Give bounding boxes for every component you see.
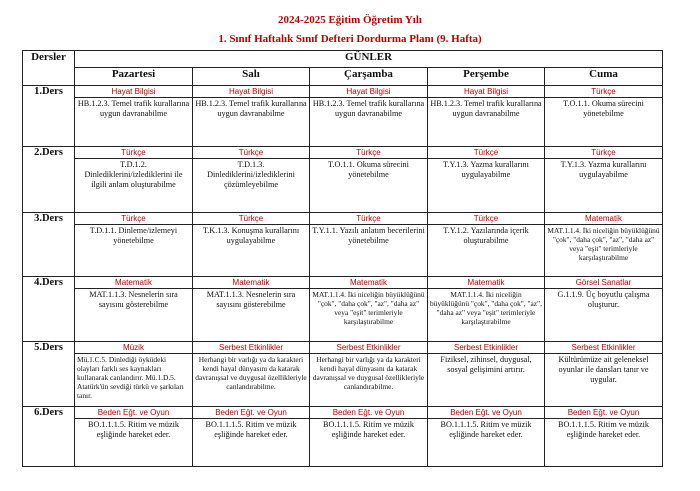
plan-cell-tuesday bbox=[193, 277, 310, 342]
plan-cell-friday bbox=[545, 86, 663, 147]
subject-label: Türkçe bbox=[428, 147, 544, 159]
subject-label: Hayat Bilgisi bbox=[193, 86, 309, 98]
outcome-text: T.Y.1.1. Yazılı anlatım becerilerini yönetebilme bbox=[312, 226, 425, 245]
outcome-text: HB.1.2.3. Temel trafik kurallarına uygun davranabilme bbox=[312, 99, 425, 118]
plan-cell-wednesday bbox=[310, 407, 428, 467]
plan-cell-friday bbox=[545, 147, 663, 213]
plan-cell-content bbox=[193, 86, 309, 120]
outcome-text: T.D.1.1. Dinleme/izlemeyi yönetebilme bbox=[89, 226, 178, 245]
outcome-text: Mü.1.C.5. Dinlediği öyküdeki olayları farklı ses kaynakları kullanarak canlandırır. Mü.1.D.5. Atatürk'ün sevdiği türkü ve şarkıları tanır. bbox=[77, 355, 184, 400]
lesson-row bbox=[23, 277, 663, 342]
header-day-friday: Cuma bbox=[545, 68, 663, 86]
plan-cell-tuesday bbox=[193, 407, 310, 467]
outcome-text: T.Y.1.2. Yazılarında içerik oluşturabilme bbox=[443, 226, 529, 245]
plan-cell-tuesday bbox=[193, 213, 310, 277]
outcome-text: HB.1.2.3. Temel trafik kurallarına uygun davranabilme bbox=[195, 99, 307, 118]
plan-cell-thursday bbox=[428, 86, 545, 147]
plan-cell-content bbox=[310, 147, 427, 181]
plan-cell-monday bbox=[75, 407, 193, 467]
header-gunler: GÜNLER bbox=[75, 51, 663, 68]
subject-label: Beden Eğt. ve Oyun bbox=[545, 407, 662, 419]
outcome-text: MAT.1.1.4. İki niceliğin büyüklüğünü "çok", "daha çok", "az", "daha az" veya "eşit" terimleriyle karşılaştırabilme bbox=[547, 226, 660, 262]
plan-cell-monday bbox=[75, 86, 193, 147]
plan-cell-thursday bbox=[428, 213, 545, 277]
outcome-text: Herhangi bir varlığı ya da karakteri kendi hayal dünyasını da katarak davranışsal ve duygusal özellikleriyle canlandırabilme. bbox=[195, 355, 307, 391]
outcome-text: BO.1.1.1.5. Ritim ve müzik eşliğinde hareket eder. bbox=[88, 420, 179, 439]
weekly-plan-table bbox=[22, 50, 663, 467]
lesson-label: 4.Ders bbox=[23, 277, 75, 342]
subject-label: Türkçe bbox=[310, 213, 427, 225]
plan-cell-content bbox=[310, 407, 427, 441]
subject-label: Serbest Etkinlikler bbox=[428, 342, 544, 354]
plan-cell-content bbox=[75, 277, 192, 311]
plan-cell-wednesday bbox=[310, 342, 428, 407]
document-title: 2024-2025 Eğitim Öğretim Yılı bbox=[278, 14, 422, 26]
plan-cell-thursday bbox=[428, 407, 545, 467]
outcome-text: Fiziksel, zihinsel, duygusal, sosyal gelişimini artırır. bbox=[440, 355, 532, 374]
plan-cell-content bbox=[193, 147, 309, 191]
subject-label: Beden Eğt. ve Oyun bbox=[193, 407, 309, 419]
outcome-text: MAT.1.1.4. İki niceliğin büyüklüğünü "çok", "daha çok", "az", "daha az" veya "eşit" terimleriyle karşılaştırabilme bbox=[312, 290, 425, 326]
subject-label: Hayat Bilgisi bbox=[428, 86, 544, 98]
plan-cell-content bbox=[310, 213, 427, 247]
plan-cell-friday bbox=[545, 407, 663, 467]
outcome-text: MAT.1.1.4. İki niceliğin büyüklüğünü "çok", "daha çok", "az", "daha az" veya "eşit" terimleriyle karşılaştırabilme bbox=[430, 290, 542, 326]
lesson-label: 3.Ders bbox=[23, 213, 75, 277]
plan-cell-friday bbox=[545, 213, 663, 277]
plan-cell-content bbox=[75, 342, 192, 401]
lesson-label: 6.Ders bbox=[23, 407, 75, 467]
subject-label: Hayat Bilgisi bbox=[75, 86, 192, 98]
outcome-text: T.Y.1.3. Yazma kurallarını uygulayabilme bbox=[443, 160, 529, 179]
outcome-text: T.O.1.1. Okuma sürecini yönetebilme bbox=[328, 160, 409, 179]
subject-label: Türkçe bbox=[545, 147, 662, 159]
outcome-text: T.K.1.3. Konuşma kurallarını uygulayabilme bbox=[202, 226, 300, 245]
outcome-text: T.Y.1.3. Yazma kurallarını uygulayabilme bbox=[560, 160, 647, 179]
subject-label: Türkçe bbox=[75, 213, 192, 225]
subject-label: Hayat Bilgisi bbox=[310, 86, 427, 98]
lesson-label: 5.Ders bbox=[23, 342, 75, 407]
lesson-row bbox=[23, 147, 663, 213]
plan-cell-monday bbox=[75, 147, 193, 213]
outcome-text: BO.1.1.1.5. Ritim ve müzik eşliğinde hareket eder. bbox=[558, 420, 649, 439]
header-day-monday: Pazartesi bbox=[75, 68, 193, 86]
plan-cell-content bbox=[310, 86, 427, 120]
plan-cell-monday bbox=[75, 342, 193, 407]
header-day-wednesday: Çarşamba bbox=[310, 68, 428, 86]
outcome-text: HB.1.2.3. Temel trafik kurallarına uygun davranabilme bbox=[430, 99, 542, 118]
plan-cell-thursday bbox=[428, 342, 545, 407]
plan-cell-tuesday bbox=[193, 342, 310, 407]
outcome-text: T.D.1.2. Dinlediklerini/izlediklerini ile ilgili anlam oluşturabilme bbox=[84, 160, 183, 189]
plan-cell-monday bbox=[75, 277, 193, 342]
plan-cell-content bbox=[75, 213, 192, 247]
plan-cell-content bbox=[193, 407, 309, 441]
plan-cell-content bbox=[545, 277, 662, 311]
outcome-text: Herhangi bir varlığı ya da karakteri kendi hayal dünyasını da katarak davranışsal ve duygusal özellikleriyle canlandırabilme. bbox=[312, 355, 425, 391]
outcome-text: Kültürümüze ait geleneksel oyunlar ile dansları tanır ve uygular. bbox=[558, 355, 649, 384]
outcome-text: HB.1.2.3. Temel trafik kurallarına uygun davranabilme bbox=[77, 99, 190, 118]
plan-cell-wednesday bbox=[310, 86, 428, 147]
outcome-text: MAT.1.1.3. Nesnelerin sıra sayısını gösterebilme bbox=[89, 290, 178, 309]
plan-cell-content bbox=[428, 147, 544, 181]
plan-cell-content bbox=[428, 407, 544, 441]
plan-cell-content bbox=[193, 213, 309, 247]
plan-cell-tuesday bbox=[193, 86, 310, 147]
header-day-thursday: Perşembe bbox=[428, 68, 545, 86]
subject-label: Matematik bbox=[193, 277, 309, 289]
subject-label: Beden Eğt. ve Oyun bbox=[310, 407, 427, 419]
plan-cell-content bbox=[75, 147, 192, 191]
plan-cell-thursday bbox=[428, 277, 545, 342]
outcome-text: G.1.1.9. Üç boyutlu çalışma oluşturur. bbox=[557, 290, 650, 309]
plan-cell-thursday bbox=[428, 147, 545, 213]
plan-cell-content bbox=[310, 342, 427, 392]
plan-cell-content bbox=[545, 213, 662, 263]
subject-label: Beden Eğt. ve Oyun bbox=[75, 407, 192, 419]
outcome-text: MAT.1.1.3. Nesnelerin sıra sayısını gösterebilme bbox=[206, 290, 296, 309]
subject-label: Matematik bbox=[310, 277, 427, 289]
subject-label: Türkçe bbox=[75, 147, 192, 159]
outcome-text: T.D.1.3. Dinlediklerini/izlediklerini çözümleyebilme bbox=[207, 160, 295, 189]
subject-label: Müzik bbox=[75, 342, 192, 354]
plan-cell-content bbox=[75, 86, 192, 120]
lesson-label: 1.Ders bbox=[23, 86, 75, 147]
subject-label: Matematik bbox=[75, 277, 192, 289]
plan-cell-friday bbox=[545, 342, 663, 407]
lesson-label: 2.Ders bbox=[23, 147, 75, 213]
plan-cell-tuesday bbox=[193, 147, 310, 213]
plan-cell-wednesday bbox=[310, 213, 428, 277]
plan-cell-wednesday bbox=[310, 277, 428, 342]
plan-cell-content bbox=[310, 277, 427, 327]
subject-label: Serbest Etkinlikler bbox=[310, 342, 427, 354]
lesson-row bbox=[23, 213, 663, 277]
subject-label: Türkçe bbox=[193, 147, 309, 159]
subject-label: Türkçe bbox=[310, 147, 427, 159]
plan-cell-content bbox=[428, 342, 544, 376]
subject-label: Görsel Sanatlar bbox=[545, 277, 662, 289]
subject-label: Türkçe bbox=[545, 86, 662, 98]
plan-cell-content bbox=[545, 342, 662, 386]
plan-cell-content bbox=[193, 277, 309, 311]
plan-cell-content bbox=[75, 407, 192, 441]
header-day-tuesday: Salı bbox=[193, 68, 310, 86]
outcome-text: BO.1.1.1.5. Ritim ve müzik eşliğinde hareket eder. bbox=[205, 420, 297, 439]
subject-label: Serbest Etkinlikler bbox=[193, 342, 309, 354]
outcome-text: BO.1.1.1.5. Ritim ve müzik eşliğinde hareket eder. bbox=[323, 420, 414, 439]
plan-cell-content bbox=[193, 342, 309, 392]
lesson-row bbox=[23, 86, 663, 147]
plan-cell-content bbox=[545, 147, 662, 181]
plan-cell-content bbox=[428, 86, 544, 120]
lesson-row bbox=[23, 342, 663, 407]
subject-label: Türkçe bbox=[193, 213, 309, 225]
plan-cell-content bbox=[545, 407, 662, 441]
outcome-text: BO.1.1.1.5. Ritim ve müzik eşliğinde hareket eder. bbox=[440, 420, 532, 439]
subject-label: Beden Eğt. ve Oyun bbox=[428, 407, 544, 419]
subject-label: Matematik bbox=[545, 213, 662, 225]
plan-cell-friday bbox=[545, 277, 663, 342]
plan-cell-content bbox=[545, 86, 662, 120]
subject-label: Serbest Etkinlikler bbox=[545, 342, 662, 354]
plan-cell-content bbox=[428, 277, 544, 327]
outcome-text: T.O.1.1. Okuma sürecini yönetebilme bbox=[563, 99, 644, 118]
plan-cell-content bbox=[428, 213, 544, 247]
header-dersler: Dersler bbox=[23, 51, 75, 86]
plan-cell-monday bbox=[75, 213, 193, 277]
plan-cell-wednesday bbox=[310, 147, 428, 213]
document-subtitle: 1. Sınıf Haftalık Sınıf Defteri Dordurma Planı (9. Hafta) bbox=[218, 33, 482, 45]
subject-label: Matematik bbox=[428, 277, 544, 289]
subject-label: Türkçe bbox=[428, 213, 544, 225]
lesson-row bbox=[23, 407, 663, 467]
